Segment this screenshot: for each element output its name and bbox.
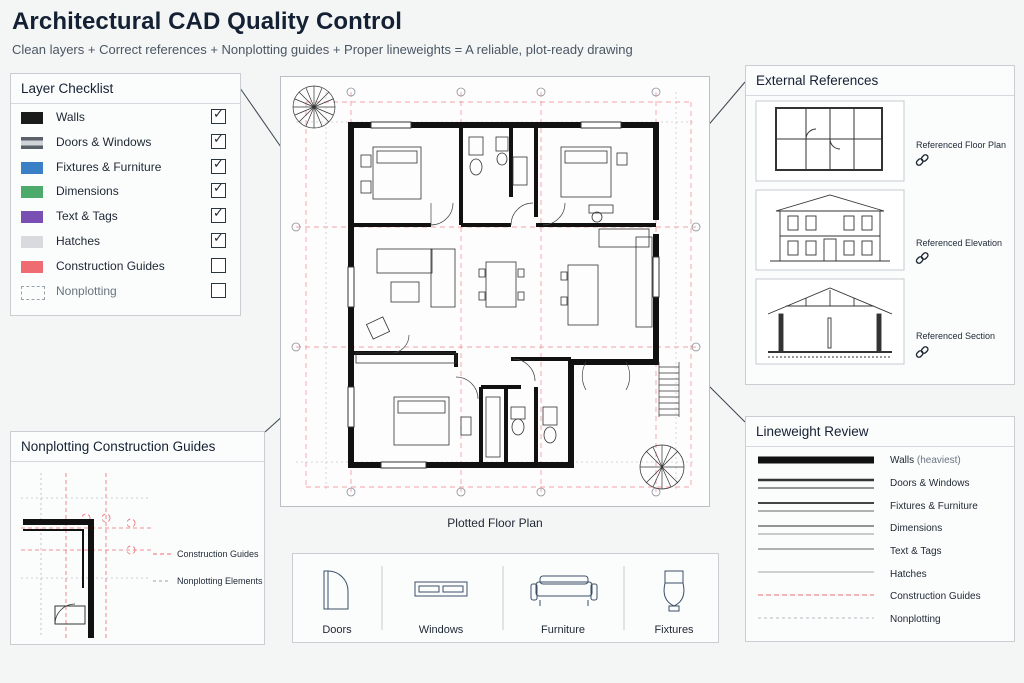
layer-label: Dimensions: [56, 184, 119, 199]
layer-checkbox[interactable]: [211, 130, 226, 149]
layer-checklist-panel: [10, 73, 241, 316]
layer-checkbox[interactable]: [211, 106, 226, 124]
xrefs-title: External References: [746, 66, 1014, 96]
guides-panel-title: Nonplotting Construction Guides: [11, 432, 264, 462]
check-icon: ✓: [213, 230, 224, 245]
layer-label: Hatches: [56, 234, 101, 248]
layer-checkbox[interactable]: [211, 283, 226, 298]
layer-color-swatch: [21, 186, 43, 198]
layer-label: Text & Tags: [56, 209, 118, 224]
check-icon: ✓: [213, 106, 224, 121]
layer-row[interactable]: [11, 130, 240, 155]
layer-label: Construction Guides: [56, 258, 165, 273]
symbol-label-furniture: Furniture: [540, 624, 586, 636]
guides-legend-construction: Construction Guides: [177, 549, 259, 559]
floor-plan-frame: [280, 76, 710, 507]
symbols-panel: [292, 553, 719, 643]
xref-label-elevation: Referenced Elevation: [916, 238, 1003, 248]
compass-bottom: [640, 445, 684, 489]
layer-checkbox[interactable]: [211, 155, 226, 174]
lw-label-walls: Walls: [890, 455, 915, 466]
layer-color-swatch: [21, 162, 43, 174]
layer-color-swatch: [21, 137, 43, 149]
page-title: Architectural CAD Quality Control: [12, 8, 403, 35]
lw-note-walls: (heaviest): [916, 455, 961, 466]
layer-color-swatch: [21, 286, 45, 300]
layer-color-swatch: [21, 261, 43, 273]
link-icon: [915, 154, 928, 166]
floor-plan-caption-label: Plotted Floor Plan: [447, 516, 543, 530]
guides-legend-nonplotting: Nonplotting Elements: [177, 576, 263, 586]
layer-label: Doors & Windows: [56, 134, 152, 149]
page-subtitle: Clean layers + Correct references + Nonplotting guides + Proper lineweights = A reliable, plot-ready drawing: [12, 42, 633, 57]
link-icon: [915, 252, 928, 264]
lw-label-nonplotting: Nonplotting: [890, 614, 941, 625]
layer-color-swatch: [21, 236, 43, 248]
link-icon: [915, 346, 928, 358]
layer-row[interactable]: [11, 257, 240, 279]
layer-row[interactable]: [11, 182, 240, 204]
layer-checkbox[interactable]: [211, 205, 226, 223]
check-icon: ✓: [213, 130, 224, 146]
lw-label-text-tags: Text & Tags: [890, 546, 942, 557]
layer-row[interactable]: [11, 108, 240, 130]
layer-row[interactable]: [11, 207, 240, 229]
xrefs-panel: [745, 65, 1015, 385]
lineweight-samples: [746, 447, 1014, 641]
lw-label-construction-guides: Construction Guides: [890, 591, 981, 602]
symbol-label-windows: Windows: [418, 624, 464, 636]
layer-color-swatch: [21, 211, 43, 223]
compass-top: [293, 86, 335, 128]
layer-checkbox[interactable]: [211, 230, 226, 248]
layer-row[interactable]: [11, 282, 240, 304]
lw-label-fixtures: Fixtures & Furniture: [890, 501, 978, 512]
lineweight-title: Lineweight Review: [746, 417, 1014, 447]
layer-checkbox[interactable]: [211, 180, 226, 198]
layer-label: Fixtures & Furniture: [56, 159, 162, 174]
check-icon: ✓: [213, 180, 224, 196]
symbol-label-doors: Doors: [322, 624, 352, 636]
guides-panel: [10, 431, 265, 645]
guides-detail-drawing: [11, 468, 264, 644]
lw-label-hatches: Hatches: [890, 569, 927, 580]
lw-label-dimensions: Dimensions: [890, 523, 943, 534]
window-symbol-icon: [415, 582, 467, 596]
layer-row[interactable]: [11, 232, 240, 254]
xref-label-floor-plan: Referenced Floor Plan: [916, 140, 1007, 150]
layer-color-swatch: [21, 112, 43, 124]
layer-label: Nonplotting: [56, 283, 117, 298]
xref-label-section: Referenced Section: [916, 331, 996, 341]
layer-label: Walls: [56, 110, 85, 124]
lineweight-panel: [745, 416, 1015, 642]
symbol-label-fixtures: Fixtures: [654, 624, 694, 636]
toilet-symbol-icon: [665, 571, 683, 583]
check-icon: ✓: [213, 155, 224, 171]
xrefs-drawings: [746, 94, 1014, 384]
svg-text:Walls (heaviest): [890, 455, 961, 466]
check-icon: ✓: [213, 205, 224, 221]
layer-row[interactable]: [11, 155, 240, 180]
door-symbol-icon: [324, 571, 328, 609]
layer-checkbox[interactable]: [211, 258, 226, 273]
floor-plan-drawing: [281, 77, 709, 506]
symbols-drawing: [293, 554, 718, 642]
layer-checklist-title: Layer Checklist: [11, 74, 240, 104]
lw-label-doors-windows: Doors & Windows: [890, 478, 970, 489]
